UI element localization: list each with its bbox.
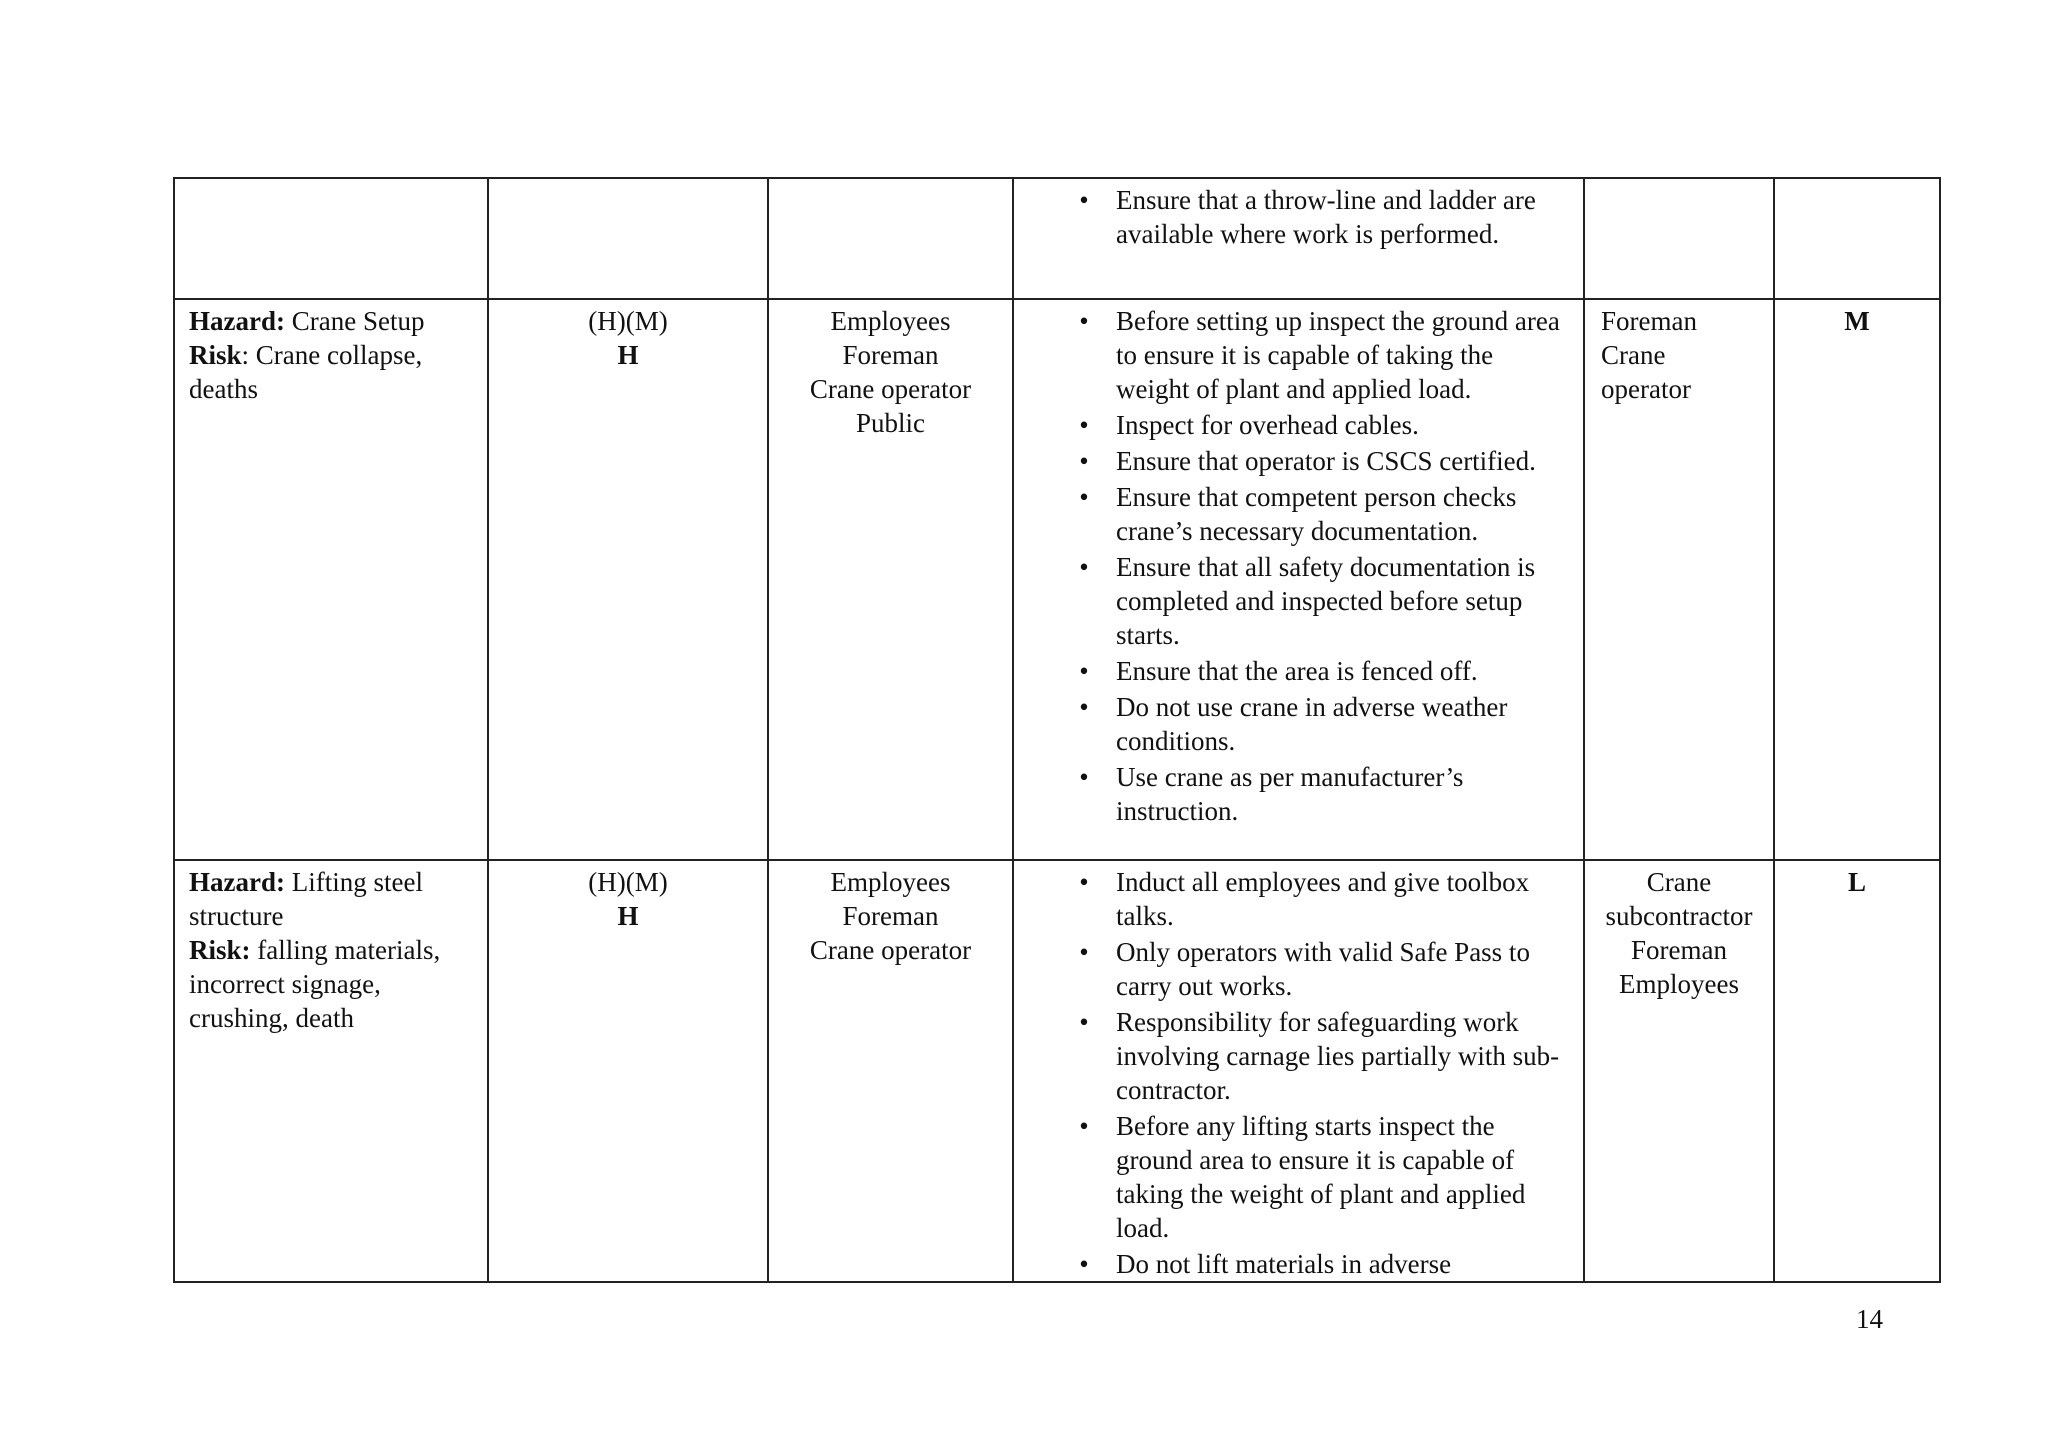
risk-label: Risk: bbox=[189, 935, 251, 965]
bullet-icon: • bbox=[1079, 937, 1089, 967]
control-text: Ensure that operator is CSCS certified. bbox=[1116, 446, 1536, 476]
residual-risk-cell bbox=[1774, 299, 1940, 860]
persons-at-risk-cell bbox=[768, 860, 1013, 1282]
hazard-cell bbox=[174, 178, 488, 299]
bullet-icon: • bbox=[1079, 762, 1089, 792]
list-item bbox=[1014, 304, 1567, 406]
control-measures-list bbox=[1014, 865, 1567, 1281]
bullet-icon: • bbox=[1079, 306, 1089, 336]
risk-assessment-table bbox=[173, 177, 1941, 1283]
hazard-cell bbox=[174, 860, 488, 1282]
responsible-line: Crane bbox=[1601, 340, 1666, 370]
responsible-line: Foreman bbox=[1601, 306, 1697, 336]
responsible-line: Foreman bbox=[1631, 935, 1727, 965]
list-item bbox=[1014, 444, 1567, 478]
risk-rating-cell bbox=[488, 299, 768, 860]
control-measures-cell bbox=[1013, 178, 1584, 299]
control-text: Responsibility for safeguarding work involving carnage lies partially with sub-contractor. bbox=[1116, 1007, 1560, 1105]
risk-text: falling materials, incorrect signage, crushing, death bbox=[189, 935, 441, 1033]
risk-text: : Crane collapse, deaths bbox=[189, 340, 423, 404]
responsible-line: Crane bbox=[1646, 867, 1712, 897]
control-text: Before setting up inspect the ground area to ensure it is capable of taking the weight of plant and applied load. bbox=[1116, 306, 1560, 404]
person-line: Foreman bbox=[842, 901, 939, 931]
list-item bbox=[1014, 654, 1567, 688]
table-row bbox=[174, 860, 1940, 1282]
control-text: Ensure that competent person checks crane’s necessary documentation. bbox=[1116, 482, 1517, 546]
bullet-icon: • bbox=[1079, 1111, 1089, 1141]
list-item bbox=[1014, 760, 1567, 828]
bullet-icon: • bbox=[1079, 410, 1089, 440]
hazard-cell bbox=[174, 299, 488, 860]
hazard-label: Hazard: bbox=[189, 867, 285, 897]
bullet-icon: • bbox=[1079, 656, 1089, 686]
person-line: Public bbox=[855, 408, 925, 438]
control-text: Induct all employees and give toolbox talks. bbox=[1116, 867, 1530, 931]
responsible-cell bbox=[1584, 860, 1774, 1282]
control-measures-cell bbox=[1013, 299, 1584, 860]
control-text: Ensure that the area is fenced off. bbox=[1116, 656, 1478, 686]
rating-line: (H)(M) bbox=[588, 867, 668, 897]
table-row bbox=[174, 178, 1940, 299]
list-item bbox=[1014, 690, 1567, 758]
list-item bbox=[1014, 865, 1567, 933]
person-line: Employees bbox=[830, 306, 951, 336]
risk-rating-cell bbox=[488, 178, 768, 299]
responsible-line: subcontractor bbox=[1605, 901, 1753, 931]
control-text: Do not use crane in adverse weather conditions. bbox=[1116, 692, 1508, 756]
bullet-icon: • bbox=[1079, 552, 1089, 582]
list-item bbox=[1014, 1247, 1567, 1281]
bullet-icon: • bbox=[1079, 482, 1089, 512]
table-row bbox=[174, 299, 1940, 860]
risk-rating-cell bbox=[488, 860, 768, 1282]
rating-value: H bbox=[617, 901, 639, 931]
residual-risk-cell bbox=[1774, 178, 1940, 299]
risk-label: Risk bbox=[189, 340, 242, 370]
list-item bbox=[1014, 935, 1567, 1003]
person-line: Employees bbox=[830, 867, 951, 897]
control-text: Use crane as per manufacturer’s instruction. bbox=[1116, 762, 1464, 826]
residual-risk-cell bbox=[1774, 860, 1940, 1282]
bullet-icon: • bbox=[1079, 446, 1089, 476]
bullet-icon: • bbox=[1079, 867, 1089, 897]
rating-line: (H)(M) bbox=[588, 306, 668, 336]
control-text: Inspect for overhead cables. bbox=[1116, 410, 1419, 440]
page-number: 14 bbox=[1856, 1304, 1883, 1334]
bullet-icon: • bbox=[1079, 692, 1089, 722]
list-item bbox=[1014, 480, 1567, 548]
list-item bbox=[1014, 183, 1567, 251]
person-line: Crane operator bbox=[809, 374, 972, 404]
bullet-icon: • bbox=[1079, 1249, 1089, 1279]
control-text: Ensure that all safety documentation is completed and inspected before setup starts. bbox=[1116, 552, 1536, 650]
responsible-line: Employees bbox=[1619, 969, 1739, 999]
hazard-label: Hazard: bbox=[189, 306, 285, 336]
residual-risk-value: M bbox=[1844, 306, 1870, 336]
responsible-line: operator bbox=[1601, 374, 1691, 404]
person-line: Foreman bbox=[842, 340, 939, 370]
bullet-icon: • bbox=[1079, 1007, 1089, 1037]
control-measures-list bbox=[1014, 183, 1567, 251]
list-item bbox=[1014, 1109, 1567, 1245]
persons-at-risk-cell bbox=[768, 299, 1013, 860]
persons-at-risk-cell bbox=[768, 178, 1013, 299]
residual-risk-value: L bbox=[1847, 867, 1866, 897]
control-measures-list bbox=[1014, 304, 1567, 828]
hazard-text: Lifting steel structure bbox=[189, 867, 423, 931]
hazard-text: Crane Setup bbox=[284, 306, 425, 336]
rating-value: H bbox=[617, 340, 639, 370]
control-text: Before any lifting starts inspect the ground area to ensure it is capable of taking the weight of plant and applied load. bbox=[1116, 1111, 1526, 1243]
bullet-icon: • bbox=[1079, 185, 1089, 215]
control-text: Do not lift materials in adverse bbox=[1116, 1249, 1452, 1279]
control-text: Ensure that a throw-line and ladder are available where work is performed. bbox=[1116, 185, 1536, 249]
control-text: Only operators with valid Safe Pass to carry out works. bbox=[1116, 937, 1530, 1001]
list-item bbox=[1014, 1005, 1567, 1107]
person-line: Crane operator bbox=[809, 935, 972, 965]
list-item bbox=[1014, 550, 1567, 652]
list-item bbox=[1014, 408, 1567, 442]
responsible-cell bbox=[1584, 178, 1774, 299]
responsible-cell bbox=[1584, 299, 1774, 860]
control-measures-cell bbox=[1013, 860, 1584, 1282]
